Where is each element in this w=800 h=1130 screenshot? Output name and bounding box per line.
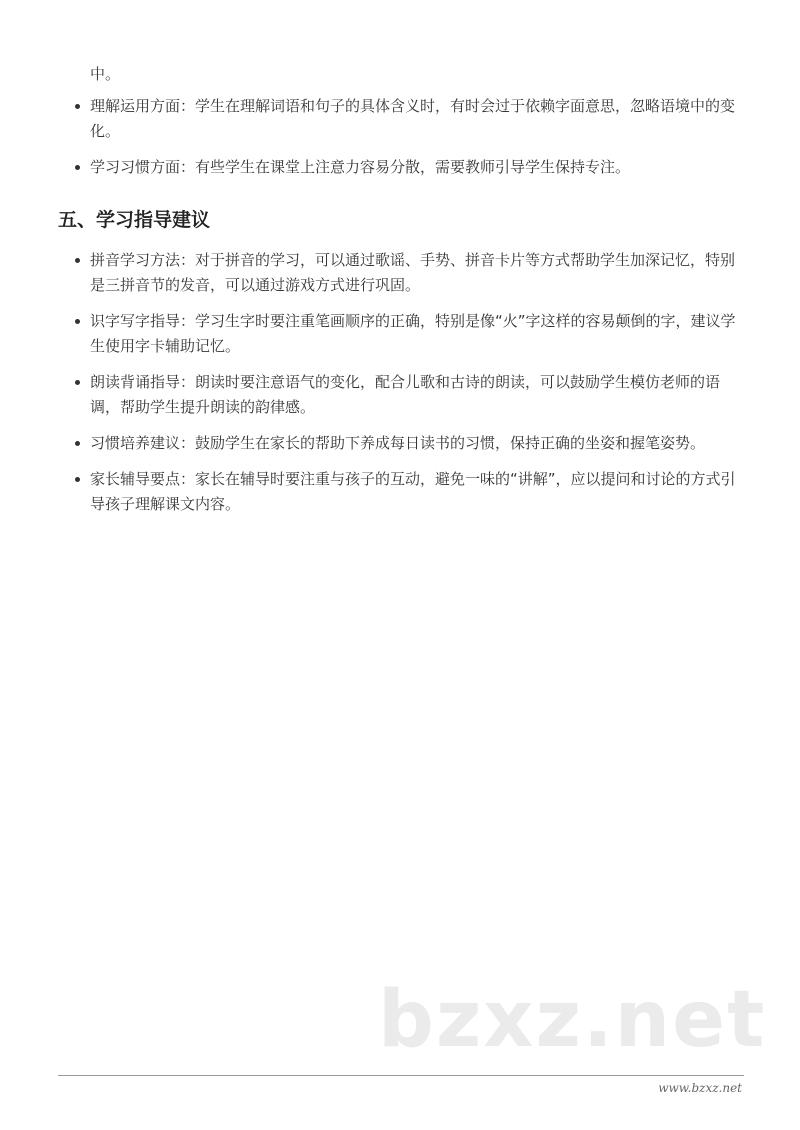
bullet-icon [75,380,80,385]
watermark: bzxz.net [378,975,767,1065]
list-item [58,248,748,298]
list-item-text: 识字写字指导：学习生字时要注重笔画顺序的正确，特别是像“火”字这样的容易颠倒的字，建议学生使用字卡辅助记忆。 [90,312,736,355]
list-item [58,94,748,144]
list-item-text: 理解运用方面：学生在理解词语和句子的具体含义时，有时会过于依赖字面意思，忽略语境中的变化。 [90,97,736,140]
footer-divider [58,1075,744,1076]
bullet-icon [75,165,80,170]
top-bullet-list [58,94,748,191]
bullet-icon [75,441,80,446]
list-item-text: 朗读背诵指导：朗读时要注意语气的变化，配合儿歌和古诗的朗读，可以鼓励学生模仿老师的语调，帮助学生提升朗读的韵律感。 [90,373,721,416]
list-item-text: 拼音学习方法：对于拼音的学习，可以通过歌谣、手势、拼音卡片等方式帮助学生加深记忆，特别是三拼音节的发音，可以通过游戏方式进行巩固。 [90,251,736,294]
list-item [58,309,748,359]
footer-url: www.bzxz.net [658,1081,742,1095]
list-item [58,431,748,456]
bullet-icon [75,104,80,109]
bullet-icon [75,477,80,482]
section-heading: 五、学习指导建议 [58,209,211,231]
list-item-text: 习惯培养建议：鼓励学生在家长的帮助下养成每日读书的习惯，保持正确的坐姿和握笔姿势。 [90,434,706,452]
bullet-icon [75,319,80,324]
section-bullet-list [58,248,748,528]
list-item-text: 家长辅导要点：家长在辅导时要注重与孩子的互动，避免一味的“讲解”，应以提问和讨论的方式引导孩子理解课文内容。 [90,470,736,513]
list-item [58,155,748,180]
continuation-text: 中。 [90,65,121,83]
list-item [58,467,748,517]
list-item-text: 学习习惯方面：有些学生在课堂上注意力容易分散，需要教师引导学生保持专注。 [90,158,631,176]
bullet-icon [75,258,80,263]
list-item [58,370,748,420]
